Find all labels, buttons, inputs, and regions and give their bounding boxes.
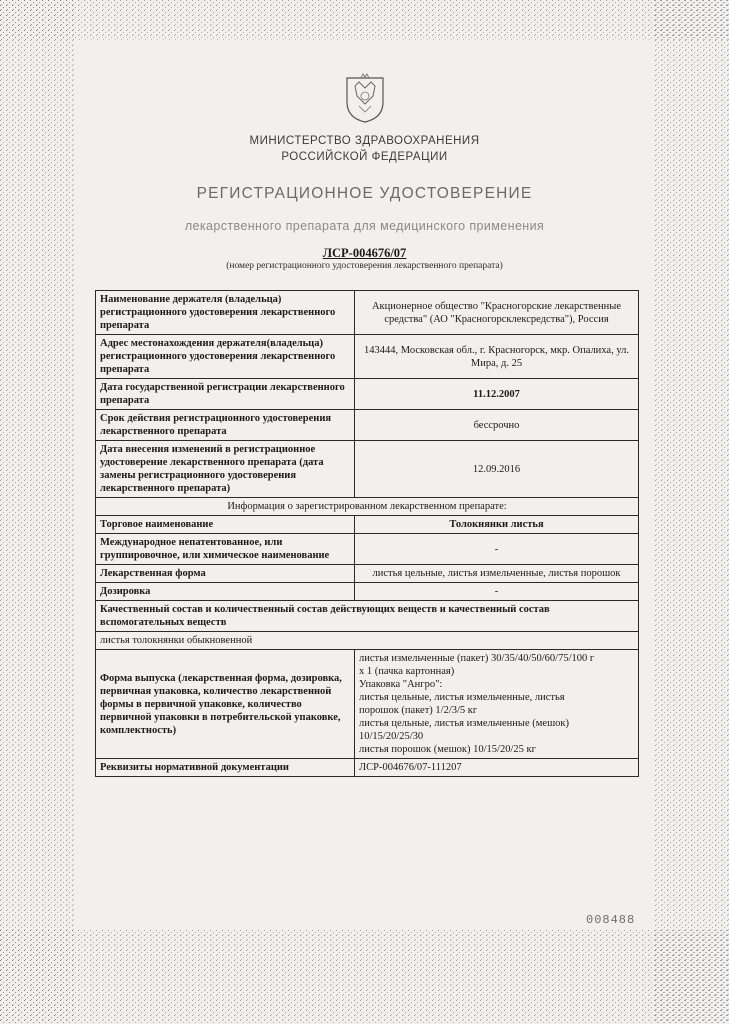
- registration-date-label: Дата государственной регистрации лекарственного препарата: [96, 379, 355, 410]
- table-row: [96, 583, 639, 601]
- registration-number-caption: (номер регистрационного удостоверения лекарственного препарата): [226, 261, 503, 271]
- inn-value: -: [355, 534, 639, 565]
- registration-number-value: ЛСР-004676/07: [322, 246, 407, 260]
- info-section-header: Информация о зарегистрированном лекарственном препарате:: [96, 498, 639, 516]
- table-row: [96, 410, 639, 441]
- dosage-value: -: [355, 583, 639, 601]
- holder-address-value: 143444, Московская обл., г. Красногорск, мкр. Опалиха, ул. Мира, д. 25: [355, 335, 639, 379]
- table-row: [96, 335, 639, 379]
- registration-number: [0, 246, 729, 261]
- ministry-name: [0, 133, 729, 165]
- inn-label: Международное непатентованное, или группировочное, или химическое наименование: [96, 534, 355, 565]
- trade-name-label: Торговое наименование: [96, 516, 355, 534]
- composition-label: Качественный состав и количественный состав действующих веществ и качественный состав вспомогательных веществ: [96, 601, 639, 632]
- holder-address-label: Адрес местонахождения держателя(владельца) регистрационного удостоверения лекарственного препарата: [96, 335, 355, 379]
- table-row: [96, 441, 639, 498]
- release-form-line: листья порошок (мешок) 10/15/20/25 кг: [359, 744, 536, 755]
- table-row: [96, 498, 639, 516]
- table-row: [96, 291, 639, 335]
- scan-noise-top: [0, 0, 729, 40]
- table-row: [96, 759, 639, 777]
- table-row: [96, 379, 639, 410]
- document-subtitle: лекарственного препарата для медицинского применения: [184, 219, 545, 233]
- coat-of-arms-emblem: [343, 72, 387, 124]
- table-row: [96, 516, 639, 534]
- validity-period-label: Срок действия регистрационного удостоверения лекарственного препарата: [96, 410, 355, 441]
- table-row: [96, 632, 639, 650]
- registration-date-value: 11.12.2007: [355, 379, 639, 410]
- table-row: [96, 650, 639, 759]
- release-form-value: [355, 650, 639, 759]
- table-row: [96, 601, 639, 632]
- normative-docs-value: ЛСР-004676/07-111207: [355, 759, 639, 777]
- ministry-line-1: МИНИСТЕРСТВО ЗДРАВООХРАНЕНИЯ: [249, 135, 480, 147]
- release-form-line: листья цельные, листья измельченные, листья: [359, 692, 565, 703]
- form-serial-number: 008488: [586, 913, 636, 927]
- release-form-line: Упаковка "Ангро":: [359, 679, 443, 690]
- normative-docs-label: Реквизиты нормативной документации: [96, 759, 355, 777]
- table-row: [96, 534, 639, 565]
- release-form-line: листья измельченные (пакет) 30/35/40/50/60/75/100 г: [359, 653, 595, 664]
- registration-table: [95, 290, 639, 777]
- dosage-form-label: Лекарственная форма: [96, 565, 355, 583]
- release-form-label: Форма выпуска (лекарственная форма, дозировка, первичная упаковка, количество лекарственной формы в первичной упаковке, количество первичной упаковки в потребительской упаковке, комплектность): [96, 650, 355, 759]
- scan-noise-bottom: [0, 930, 729, 1024]
- release-form-line: порошок (пакет) 1/2/3/5 кг: [359, 705, 478, 716]
- table-row: [96, 565, 639, 583]
- validity-period-value: бессрочно: [355, 410, 639, 441]
- change-date-label: Дата внесения изменений в регистрационное удостоверение лекарственного препарата (дата замены регистрационного удостоверения лекарственного препарата): [96, 441, 355, 498]
- dosage-label: Дозировка: [96, 583, 355, 601]
- release-form-line: 10/15/20/25/30: [359, 731, 424, 742]
- dosage-form-value: листья цельные, листья измельченные, листья порошок: [355, 565, 639, 583]
- change-date-value: 12.09.2016: [355, 441, 639, 498]
- ministry-line-2: РОССИЙСКОЙ ФЕДЕРАЦИИ: [281, 151, 448, 163]
- release-form-line: х 1 (пачка картонная): [359, 666, 455, 677]
- composition-value: листья толокнянки обыкновенной: [96, 632, 639, 650]
- holder-name-label: Наименование держателя (владельца) регистрационного удостоверения лекарственного препарата: [96, 291, 355, 335]
- document-title: РЕГИСТРАЦИОННОЕ УДОСТОВЕРЕНИЕ: [196, 185, 533, 202]
- holder-name-value: Акционерное общество "Красногорские лекарственные средства" (АО "Красногорсклексредства"), Россия: [355, 291, 639, 335]
- release-form-line: листья цельные, листья измельченные (мешок): [359, 718, 569, 729]
- trade-name-value: Толокнянки листья: [355, 516, 639, 534]
